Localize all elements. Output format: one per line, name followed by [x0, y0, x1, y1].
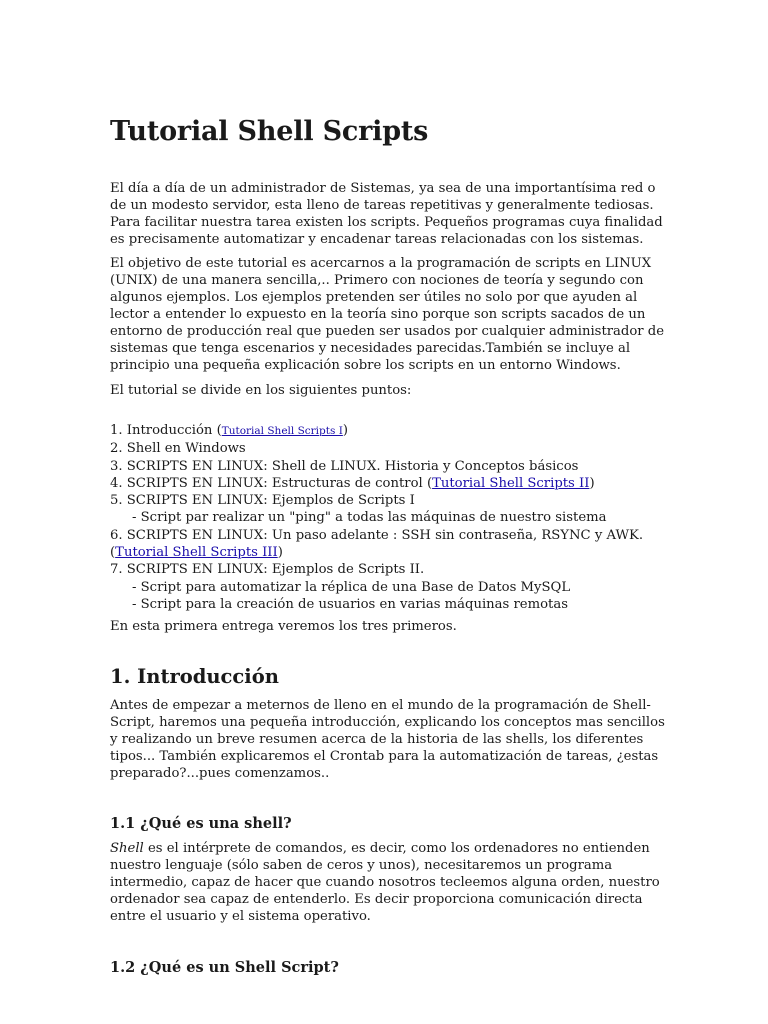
- link-tutorial-shell-scripts-2[interactable]: Tutorial Shell Scripts II: [432, 475, 590, 491]
- toc-item-1-close: ): [342, 423, 349, 438]
- toc-intro: El tutorial se divide en los siguientes puntos:: [110, 383, 412, 398]
- section-1-heading: 1. Introducción: [110, 665, 279, 688]
- toc-item-5-sub-1: - Script par realizar un "ping" a todas las máquinas de nuestro sistema: [132, 510, 607, 526]
- toc-item-7: 7. SCRIPTS EN LINUX: Ejemplos de Scripts II.: [110, 562, 425, 578]
- section-1-1-paragraph: [110, 840, 666, 925]
- objective-paragraph: El objetivo de este tutorial es acercarnos a la programación de scripts en LINUX (UNIX) de una manera sencilla,.. Primero con nociones de teoría y segundo con algunos ejemplos. Los ejemplos pretenden ser útiles no solo por que ayuden al lector a entender lo expuesto en la teoría sino porque son scripts sacados de un entorno de producción real que pueden ser usados por cualquier administrador de sistemas que tenga escenarios y necesidades parecidas.También se incluye al principio una pequeña explicación sobre los scripts en un entorno Windows.: [110, 256, 665, 373]
- link-tutorial-shell-scripts-3[interactable]: Tutorial Shell Scripts III: [115, 545, 278, 561]
- toc-item-6-close: ): [277, 545, 283, 561]
- toc-item-6: 6. SCRIPTS EN LINUX: Un paso adelante : SSH sin contraseña, RSYNC y AWK.: [110, 527, 644, 543]
- toc-item-7-sub-1: - Script para automatizar la réplica de una Base de Datos MySQL: [132, 579, 571, 595]
- section-1-1-heading: 1.1 ¿Qué es una shell?: [110, 815, 292, 832]
- shell-term: Shell: [110, 841, 144, 856]
- toc-item-1-text: 1. Introducción (: [110, 423, 222, 438]
- first-delivery-text: En esta primera entrega veremos los tres primeros.: [110, 619, 457, 634]
- toc-item-6-open: (: [110, 545, 116, 561]
- section-1-2-heading: 1.2 ¿Qué es un Shell Script?: [110, 959, 339, 976]
- toc-item-7-sub-2: - Script para la creación de usuarios en varias máquinas remotas: [132, 596, 568, 612]
- page-title: Tutorial Shell Scripts: [110, 116, 429, 147]
- table-of-contents: [110, 422, 670, 613]
- toc-item-6-link-line: [110, 544, 670, 561]
- toc-item-2: 2. Shell en Windows: [110, 441, 246, 457]
- toc-item-4: [110, 475, 670, 492]
- section-1-paragraph: Antes de empezar a meternos de lleno en el mundo de la programación de Shell-Script, haremos una pequeña introducción, explicando los conceptos mas sencillos y realizando un breve resumen acerca de la historia de las shells, los diferentes tipos... También explicaremos el Crontab para la automatización de tareas, ¿estas preparado?...pues comenzamos..: [110, 698, 665, 781]
- toc-item-3: 3. SCRIPTS EN LINUX: Shell de LINUX. Historia y Conceptos básicos: [110, 458, 579, 474]
- toc-item-4-close: ): [589, 475, 595, 491]
- link-tutorial-shell-scripts-1[interactable]: Tutorial Shell Scripts I: [221, 425, 343, 437]
- section-1-1-text: es el intérprete de comandos, es decir, como los ordenadores no entienden nuestro lenguaje (sólo saben de ceros y unos), necesitaremos un programa intermedio, capaz de hacer que cuando nosotros tecleemos alguna orden, nuestro ordenador sea capaz de entenderlo. Es decir proporciona comunicación directa entre el usuario y el sistema operativo.: [110, 841, 660, 924]
- intro-paragraph: El día a día de un administrador de Sistemas, ya sea de una importantísima red o de un modesto servidor, esta lleno de tareas repetitivas y generalmente tediosas. Para facilitar nuestra tarea existen los scripts. Pequeños programas cuya finalidad es precisamente automatizar y encadenar tareas relacionadas con los sistemas.: [110, 181, 663, 247]
- toc-item-4-text: 4. SCRIPTS EN LINUX: Estructuras de control (: [110, 475, 433, 491]
- toc-item-1: [110, 422, 670, 440]
- toc-item-5: 5. SCRIPTS EN LINUX: Ejemplos de Scripts I: [110, 493, 415, 509]
